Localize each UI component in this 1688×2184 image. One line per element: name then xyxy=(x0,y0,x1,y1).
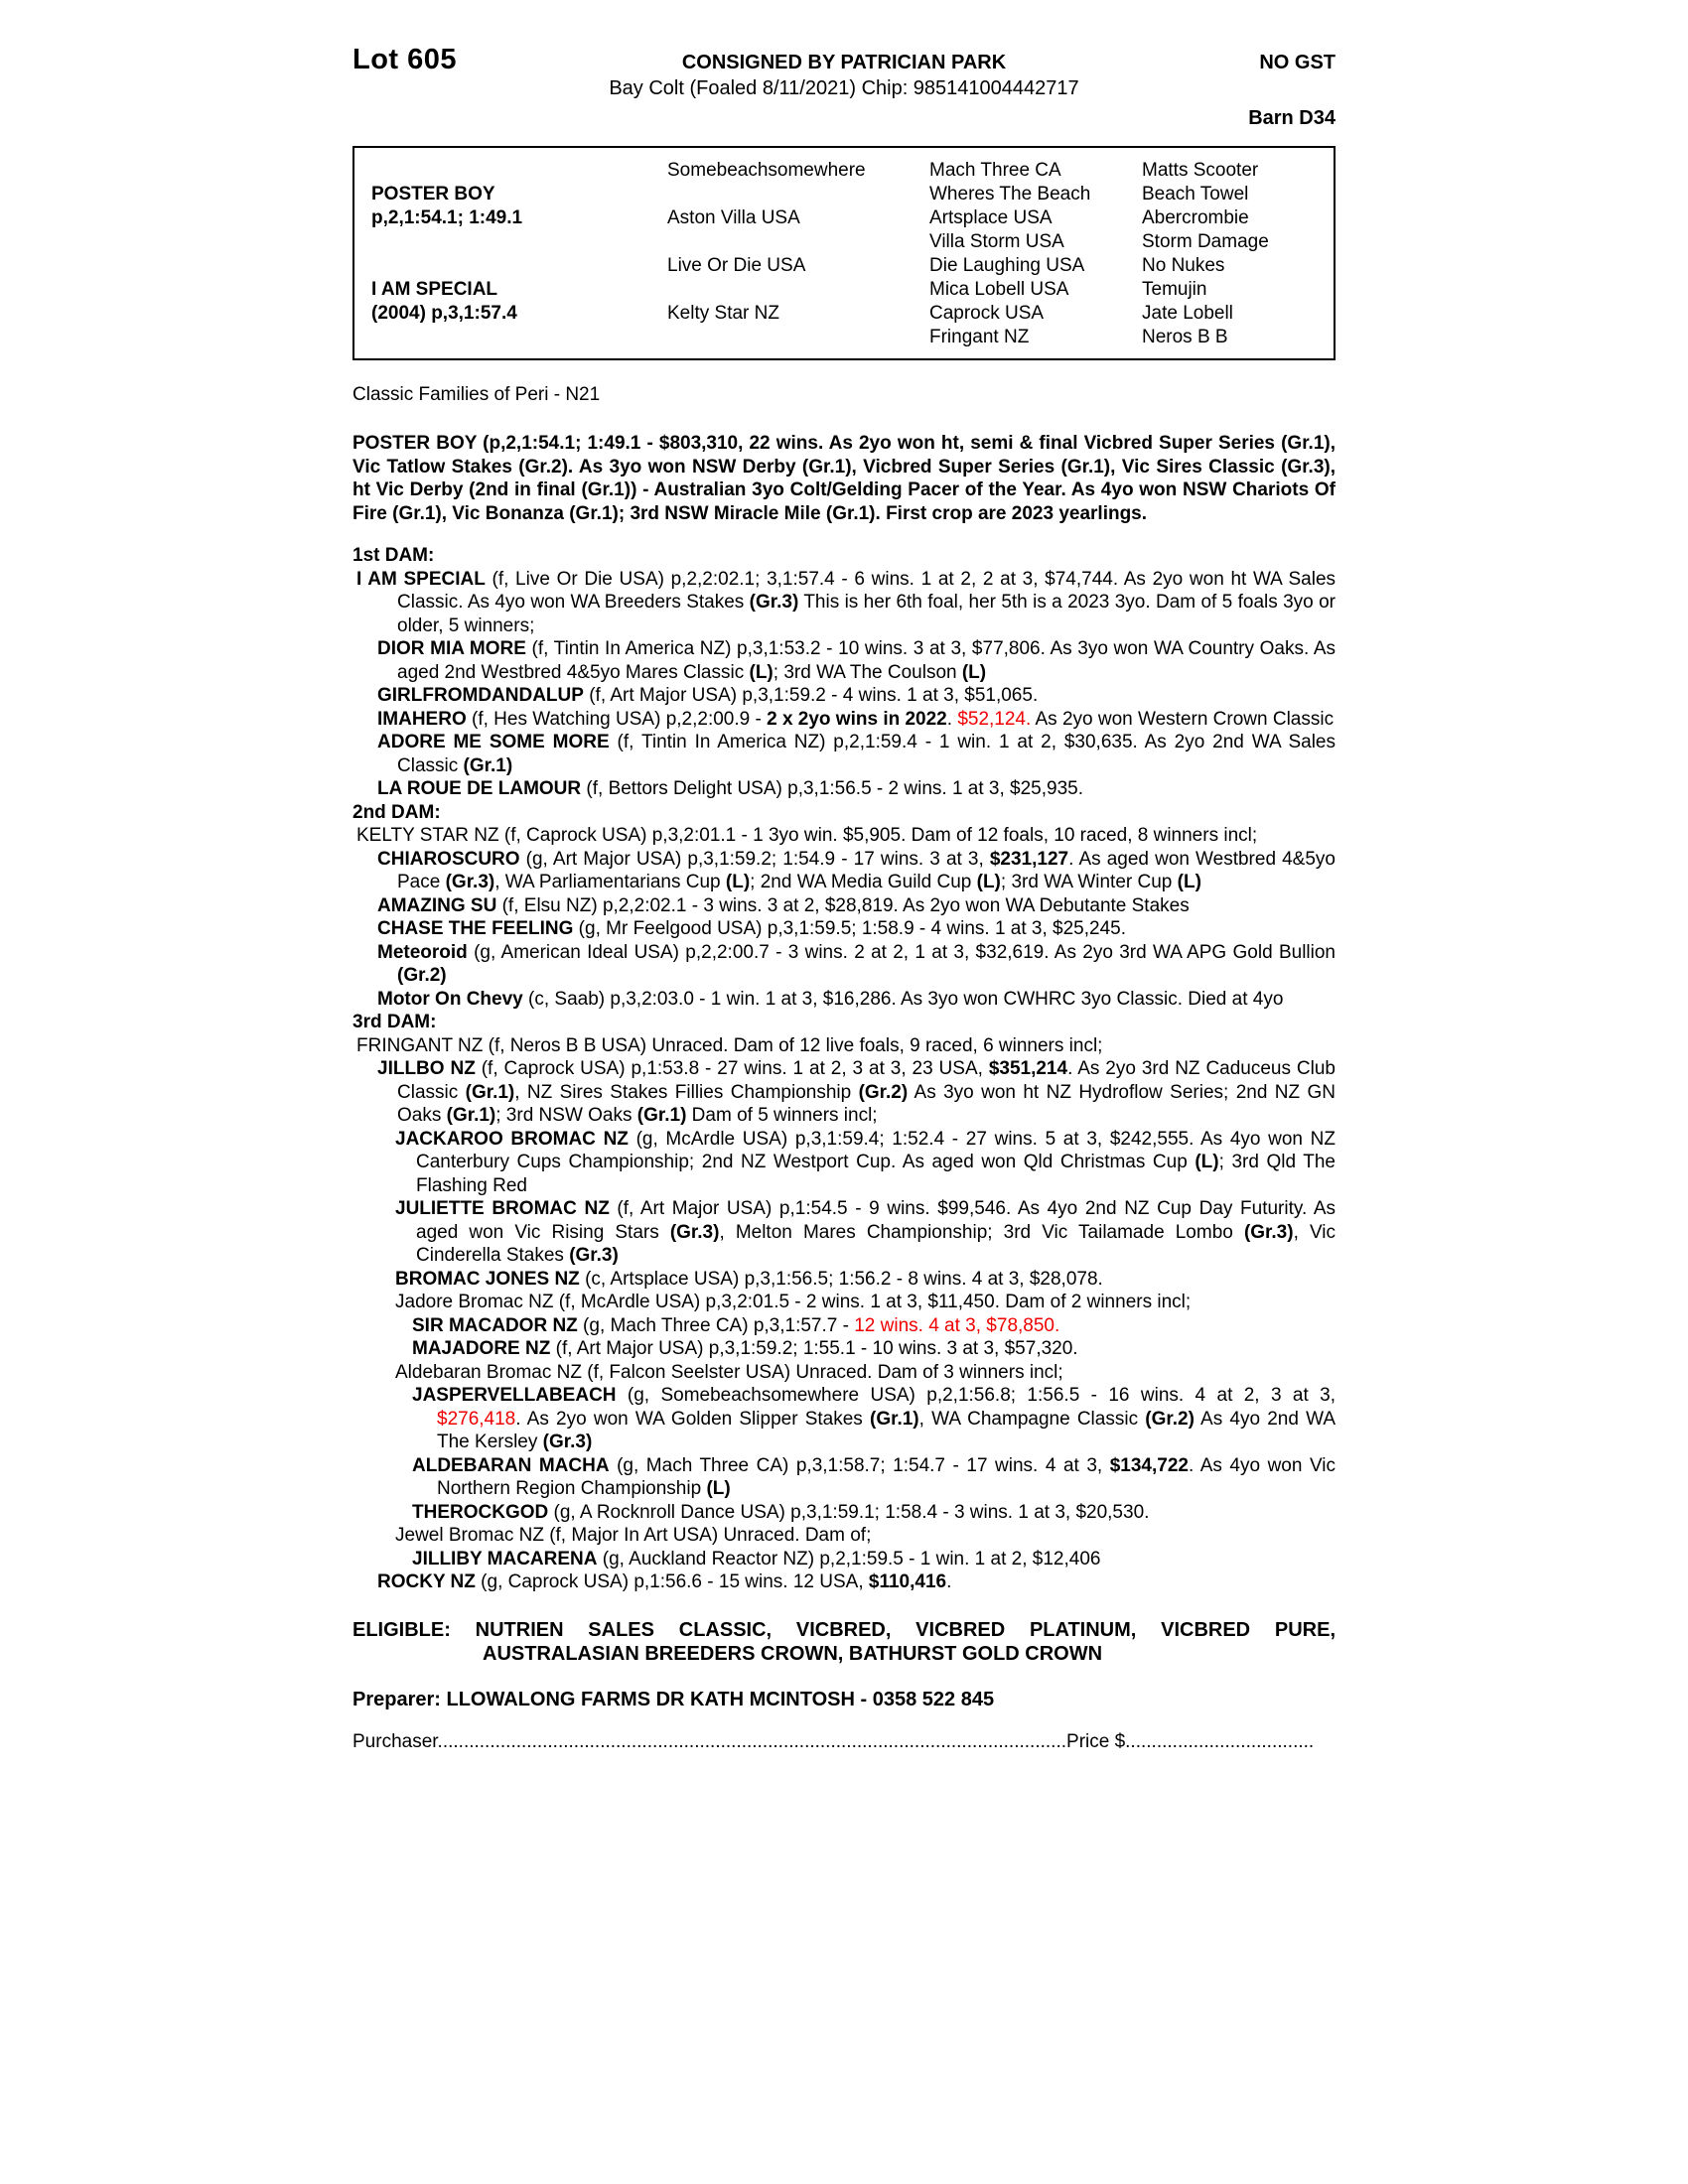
pedigree-cell: POSTER BOY xyxy=(371,184,495,205)
text-segment: JILLIBY MACARENA xyxy=(412,1548,598,1570)
text-segment: As 3yo won ht NZ Hydroflow Series; 2nd NZ GN Oaks xyxy=(397,1081,1336,1126)
text-segment: (g, Mach Three CA) p,3,1:58.7; 1:54.7 - 17 wins. 4 at 3, xyxy=(609,1454,1110,1476)
pedigree-cell xyxy=(667,278,929,302)
pedigree-cell: Beach Towel xyxy=(1142,184,1249,205)
pedigree-entry xyxy=(377,988,1336,1012)
text-segment: (Gr.2) xyxy=(397,965,447,986)
purchaser-dotted-line: ........................................................................................................................ xyxy=(437,1730,1067,1752)
text-segment: 2 x 2yo wins in 2022 xyxy=(767,708,947,730)
pedigree-cell xyxy=(371,326,667,349)
header xyxy=(352,44,1336,76)
pedigree-cell: No Nukes xyxy=(1142,255,1225,276)
text-segment: ; 3rd WA The Coulson xyxy=(773,661,962,683)
pedigree-entry xyxy=(412,1454,1336,1501)
text-segment: . As 4yo won Vic Northern Region Championship xyxy=(437,1454,1336,1499)
text-segment: (f, Art Major USA) p,3,1:59.2; 1:55.1 - 10 wins. 3 at 3, $57,320. xyxy=(550,1338,1078,1359)
pedigree-cell: Mica Lobell USA xyxy=(929,279,1069,300)
pedigree-entry xyxy=(356,1034,1336,1058)
text-segment: . xyxy=(946,708,958,730)
text-segment: , Vic Cinderella Stakes xyxy=(416,1221,1336,1266)
text-segment: JACKAROO BROMAC NZ xyxy=(395,1128,629,1150)
text-segment: , NZ Sires Stakes Fillies Championship xyxy=(514,1081,859,1103)
text-segment: 3rd DAM: xyxy=(352,1012,437,1032)
text-segment: 2nd DAM: xyxy=(352,801,441,823)
eligibility-text: NUTRIEN SALES CLASSIC, VICBRED, VICBRED PLATINUM, VICBRED PURE, AUSTRALASIAN BREEDERS CROWN, BATHURST GOLD CROWN xyxy=(475,1618,1336,1665)
pedigree-cell xyxy=(371,159,667,183)
text-segment: (g, Caprock USA) p,1:56.6 - 15 wins. 12 USA, xyxy=(475,1571,869,1592)
foal-description: Bay Colt (Foaled 8/11/2021) Chip: 985141004442717 xyxy=(609,77,1079,99)
pedigree-entry xyxy=(412,1384,1336,1454)
text-segment: (Gr.2) xyxy=(858,1081,909,1103)
text-segment: SIR MACADOR NZ xyxy=(412,1314,578,1336)
text-segment: $276,418 xyxy=(437,1408,516,1430)
text-segment: (L) xyxy=(1177,872,1201,892)
text-segment: (L) xyxy=(706,1478,731,1499)
text-segment: 1st DAM: xyxy=(352,545,435,566)
pedigree-cell xyxy=(667,230,929,254)
text-segment: This is her 6th foal, her 5th is a 2023 3yo. Dam of 5 foals 3yo or older, 5 winners; xyxy=(397,592,1336,636)
text-segment: . As aged won Westbred 4&5yo Pace xyxy=(397,848,1336,892)
text-segment: As 2yo won Western Crown Classic xyxy=(1031,708,1335,730)
text-segment: GIRLFROMDANDALUP xyxy=(377,685,584,706)
text-segment: (Gr.3) xyxy=(749,592,799,613)
text-segment: (g, Mach Three CA) p,3,1:57.7 - xyxy=(577,1314,855,1336)
text-segment: ; 3rd NSW Oaks xyxy=(495,1105,637,1126)
text-segment: ROCKY NZ xyxy=(377,1571,476,1592)
pedigree-cell: Die Laughing USA xyxy=(929,255,1085,276)
text-segment: (Gr.3) xyxy=(542,1432,593,1452)
text-segment: Aldebaran Bromac NZ (f, Falcon Seelster USA) Unraced. Dam of 3 winners incl; xyxy=(395,1361,1063,1383)
page-content xyxy=(352,44,1336,1772)
pedigree-entry xyxy=(412,1501,1336,1525)
text-segment: (g, Art Major USA) p,3,1:59.2; 1:54.9 - 17 wins. 3 at 3, xyxy=(519,848,990,870)
text-segment: $110,416 xyxy=(868,1571,947,1592)
pedigree-entry xyxy=(377,637,1336,684)
pedigree-cell xyxy=(371,254,667,278)
pedigree-entry xyxy=(412,1337,1336,1361)
text-segment: . As 2yo 3rd NZ Caduceus Club Classic xyxy=(397,1058,1336,1103)
text-segment: (L) xyxy=(1195,1152,1219,1172)
purchaser-label: Purchaser xyxy=(352,1730,438,1752)
text-segment: Jewel Bromac NZ (f, Major In Art USA) Unraced. Dam of; xyxy=(395,1525,872,1546)
text-segment: , WA Parliamentarians Cup xyxy=(494,872,726,892)
text-segment: (c, Artsplace USA) p,3,1:56.5; 1:56.2 - 8 wins. 4 at 3, $28,078. xyxy=(579,1268,1103,1290)
pedigree-cell: (2004) p,3,1:57.4 xyxy=(371,303,517,324)
text-segment: (f, Live Or Die USA) p,2,2:02.1; 3,1:57.4 - 6 wins. 1 at 2, 2 at 3, $74,744. As 2yo won ht WA Sales Classic. As 4yo won WA Breeders Stakes xyxy=(397,568,1336,613)
text-segment: As 4yo 2nd WA The Kersley xyxy=(437,1408,1336,1452)
dam-sections xyxy=(352,544,1336,1594)
price-dotted-line: .................................... xyxy=(1125,1730,1315,1752)
text-segment: (Gr.3) xyxy=(445,872,495,892)
eligibility-label: ELIGIBLE: xyxy=(352,1618,451,1641)
pedigree-entry xyxy=(377,941,1336,988)
pedigree-entry xyxy=(377,848,1336,894)
text-segment: (Gr.1) xyxy=(870,1408,919,1430)
text-segment: (f, Tintin In America NZ) p,2,1:59.4 - 1 win. 1 at 2, $30,635. As 2yo 2nd WA Sales Classic xyxy=(397,732,1336,776)
pedigree-entry xyxy=(377,894,1336,918)
pedigree-cell: Live Or Die USA xyxy=(667,255,806,276)
pedigree-cell: Abercrombie xyxy=(1142,207,1249,228)
text-segment: (f, Art Major USA) p,1:54.5 - 9 wins. $99,546. As 4yo 2nd NZ Cup Day Futurity. As aged won Vic Rising Stars xyxy=(416,1198,1336,1243)
pedigree-entry xyxy=(395,1291,1336,1314)
pedigree-entry xyxy=(377,708,1336,732)
text-segment: (L) xyxy=(725,872,751,892)
pedigree-cell: Aston Villa USA xyxy=(667,207,800,228)
pedigree-cell: I AM SPECIAL xyxy=(371,279,498,300)
text-segment: (f, Tintin In America NZ) p,3,1:53.2 - 10 wins. 3 at 3, $77,806. As 3yo won WA Country Oaks. As aged 2nd Westbred 4&5yo Mares Classic xyxy=(397,638,1336,683)
text-segment: (Gr.1) xyxy=(465,1081,515,1103)
text-segment: (c, Saab) p,3,2:03.0 - 1 win. 1 at 3, $16,286. As 3yo won CWHRC 3yo Classic. Died at 4yo xyxy=(522,988,1284,1010)
text-segment: THEROCKGOD xyxy=(412,1501,549,1523)
text-segment: CHIAROSCURO xyxy=(377,848,520,870)
pedigree-cell: Villa Storm USA xyxy=(929,231,1064,252)
text-segment: JILLBO NZ xyxy=(377,1058,476,1079)
pedigree-cell: Temujin xyxy=(1142,279,1207,300)
text-segment: $52,124. xyxy=(957,708,1032,730)
text-segment: ; 3rd WA Winter Cup xyxy=(1000,872,1178,892)
text-segment: (Gr.2) xyxy=(1145,1408,1195,1430)
pedigree-entry xyxy=(352,801,1336,825)
text-segment: , Melton Mares Championship; 3rd Vic Tailamade Lombo xyxy=(719,1221,1244,1243)
text-segment: . As 2yo won WA Golden Slipper Stakes xyxy=(515,1408,870,1430)
text-segment: JULIETTE BROMAC NZ xyxy=(395,1198,610,1219)
pedigree-entry xyxy=(377,777,1336,801)
pedigree-entry xyxy=(377,1570,1336,1594)
text-segment: IMAHERO xyxy=(377,708,467,730)
eligibility-paragraph xyxy=(352,1618,1336,1667)
text-segment: ; 3rd Qld The Flashing Red xyxy=(416,1152,1336,1196)
text-segment: (g, Somebeachsomewhere USA) p,2,1:56.8; 1:56.5 - 16 wins. 4 at 2, 3 at 3, xyxy=(616,1385,1336,1406)
text-segment: Meteoroid xyxy=(377,941,468,963)
text-segment: POSTER BOY (p,2,1:54.1; 1:49.1 - $803,310, 22 wins. As 2yo won ht, semi & final Vicbred Super Series (Gr.1), Vic Tatlow Stakes (Gr.2). As 3yo won NSW Derby (Gr.1), Vicbred Super Series (Gr.1), Vic Sires Classic (Gr.3), ht Vic Derby (2nd in final (Gr.1)) - Australian 3yo Colt/Gelding Pacer of the Year. As 4yo won NSW Chariots Of Fire (Gr.1), Vic Bonanza (Gr.1); 3rd NSW Miracle Mile (Gr.1). First crop are 2023 yearlings. xyxy=(352,433,1336,524)
consignor-heading: CONSIGNED BY PATRICIAN PARK xyxy=(681,52,1007,73)
text-segment: (f, Elsu NZ) p,2,2:02.1 - 3 wins. 3 at 2, $28,819. As 2yo won WA Debutante Stakes xyxy=(496,894,1190,916)
pedigree-cell: Caprock USA xyxy=(929,303,1045,324)
text-segment: (Gr.1) xyxy=(463,754,513,776)
text-segment: (g, A Rocknroll Dance USA) p,3,1:59.1; 1:58.4 - 3 wins. 1 at 3, $20,530. xyxy=(548,1501,1150,1523)
sire-record-paragraph xyxy=(352,432,1336,525)
pedigree-cell: Wheres The Beach xyxy=(929,184,1091,205)
pedigree-entry xyxy=(395,1128,1336,1198)
text-segment: (Gr.3) xyxy=(569,1245,619,1266)
text-segment: 12 wins. 4 at 3, $78,850. xyxy=(854,1314,1060,1336)
text-segment: KELTY STAR NZ (f, Caprock USA) p,3,2:01.1 - 1 3yo win. $5,905. Dam of 12 foals, 10 raced, 8 winners incl; xyxy=(356,825,1258,846)
pedigree-cell: Fringant NZ xyxy=(929,327,1030,347)
pedigree-cell xyxy=(667,183,929,206)
gst-status: NO GST xyxy=(1259,52,1336,73)
text-segment: , WA Champagne Classic xyxy=(918,1408,1146,1430)
family-classification: Classic Families of Peri - N21 xyxy=(352,384,601,405)
price-label: Price $ xyxy=(1066,1730,1126,1752)
text-segment: Jadore Bromac NZ (f, McArdle USA) p,3,2:01.5 - 2 wins. 1 at 3, $11,450. Dam of 2 winners incl; xyxy=(395,1292,1192,1312)
preparer-line: Preparer: LLOWALONG FARMS DR KATH MCINTOSH - 0358 522 845 xyxy=(352,1688,995,1710)
pedigree-cell xyxy=(371,230,667,254)
text-segment: (g, Mr Feelgood USA) p,3,1:59.5; 1:58.9 - 4 wins. 1 at 3, $25,245. xyxy=(573,918,1127,939)
text-segment: CHASE THE FEELING xyxy=(377,918,574,939)
pedigree-entry xyxy=(395,1524,1336,1548)
text-segment: (L) xyxy=(976,872,1001,892)
text-segment: (f, Caprock USA) p,1:53.8 - 27 wins. 1 at 2, 3 at 3, 23 USA, xyxy=(475,1058,989,1079)
text-segment: JASPERVELLABEACH xyxy=(412,1385,617,1406)
pedigree-cell: Storm Damage xyxy=(1142,231,1269,252)
text-segment: (L) xyxy=(749,661,774,683)
pedigree-cell: Somebeachsomewhere xyxy=(667,160,866,181)
pedigree-entry xyxy=(356,824,1336,848)
pedigree-cell: Jate Lobell xyxy=(1142,303,1233,324)
text-segment: (L) xyxy=(961,661,987,683)
pedigree-entry xyxy=(356,568,1336,638)
text-segment: (f, Art Major USA) p,3,1:59.2 - 4 wins. 1 at 3, $51,065. xyxy=(583,685,1039,706)
text-segment: BROMAC JONES NZ xyxy=(395,1268,580,1290)
text-segment: FRINGANT NZ (f, Neros B B USA) Unraced. Dam of 12 live foals, 9 raced, 6 winners incl; xyxy=(356,1034,1103,1056)
pedigree-entry xyxy=(352,544,1336,568)
text-segment: (Gr.1) xyxy=(636,1105,687,1126)
text-segment: (Gr.3) xyxy=(1243,1221,1294,1243)
text-segment: I AM SPECIAL xyxy=(356,568,486,590)
text-segment: (Gr.3) xyxy=(669,1221,720,1243)
purchaser-price-line xyxy=(352,1731,1336,1753)
text-segment: ; 2nd WA Media Guild Cup xyxy=(750,872,977,892)
pedigree-cell: Kelty Star NZ xyxy=(667,303,779,324)
pedigree-entry xyxy=(412,1314,1336,1338)
text-segment: LA ROUE DE LAMOUR xyxy=(377,778,582,799)
pedigree-entry xyxy=(395,1197,1336,1268)
text-segment: (Gr.1) xyxy=(446,1105,496,1126)
text-segment: MAJADORE NZ xyxy=(412,1338,551,1359)
pedigree-entry xyxy=(377,1057,1336,1128)
text-segment: $134,722 xyxy=(1109,1454,1189,1476)
pedigree-cell xyxy=(667,326,929,349)
text-segment: Motor On Chevy xyxy=(377,988,523,1010)
pedigree-cell: Mach Three CA xyxy=(929,160,1061,181)
text-segment: DIOR MIA MORE xyxy=(377,638,526,659)
pedigree-entry xyxy=(377,917,1336,941)
pedigree-entry xyxy=(352,1011,1336,1034)
text-segment: ALDEBARAN MACHA xyxy=(412,1454,610,1476)
text-segment: (f, Bettors Delight USA) p,3,1:56.5 - 2 wins. 1 at 3, $25,935. xyxy=(581,778,1083,799)
text-segment: Dam of 5 winners incl; xyxy=(686,1105,878,1126)
pedigree-table xyxy=(352,146,1336,360)
text-segment: (g, American Ideal USA) p,2,2:00.7 - 3 wins. 2 at 2, 1 at 3, $32,619. As 2yo 3rd WA APG Gold Bullion xyxy=(467,941,1336,963)
pedigree-entry xyxy=(377,684,1336,708)
pedigree-cell: Artsplace USA xyxy=(929,207,1053,228)
text-segment: . xyxy=(946,1571,952,1592)
pedigree-cell: p,2,1:54.1; 1:49.1 xyxy=(371,207,523,228)
pedigree-entry xyxy=(377,731,1336,777)
text-segment: (g, McArdle USA) p,3,1:59.4; 1:52.4 - 27 wins. 5 at 3, $242,555. As 4yo won NZ Canterbury Cups Championship; 2nd NZ Westport Cup. As aged won Qld Christmas Cup xyxy=(416,1128,1336,1172)
pedigree-entry xyxy=(395,1361,1336,1385)
pedigree-cell: Matts Scooter xyxy=(1142,160,1259,181)
text-segment: AMAZING SU xyxy=(377,894,497,916)
pedigree-entry xyxy=(395,1268,1336,1292)
text-segment: $351,214 xyxy=(988,1058,1068,1079)
text-segment: (f, Hes Watching USA) p,2,2:00.9 - xyxy=(466,708,768,730)
text-segment: (g, Auckland Reactor NZ) p,2,1:59.5 - 1 win. 1 at 2, $12,406 xyxy=(597,1548,1101,1570)
lot-number: Lot 605 xyxy=(352,44,458,75)
barn-number: Barn D34 xyxy=(1248,107,1336,129)
pedigree-cell: Neros B B xyxy=(1142,327,1228,347)
text-segment: $231,127 xyxy=(989,848,1069,870)
pedigree-entry xyxy=(412,1548,1336,1571)
text-segment: ADORE ME SOME MORE xyxy=(377,732,610,752)
